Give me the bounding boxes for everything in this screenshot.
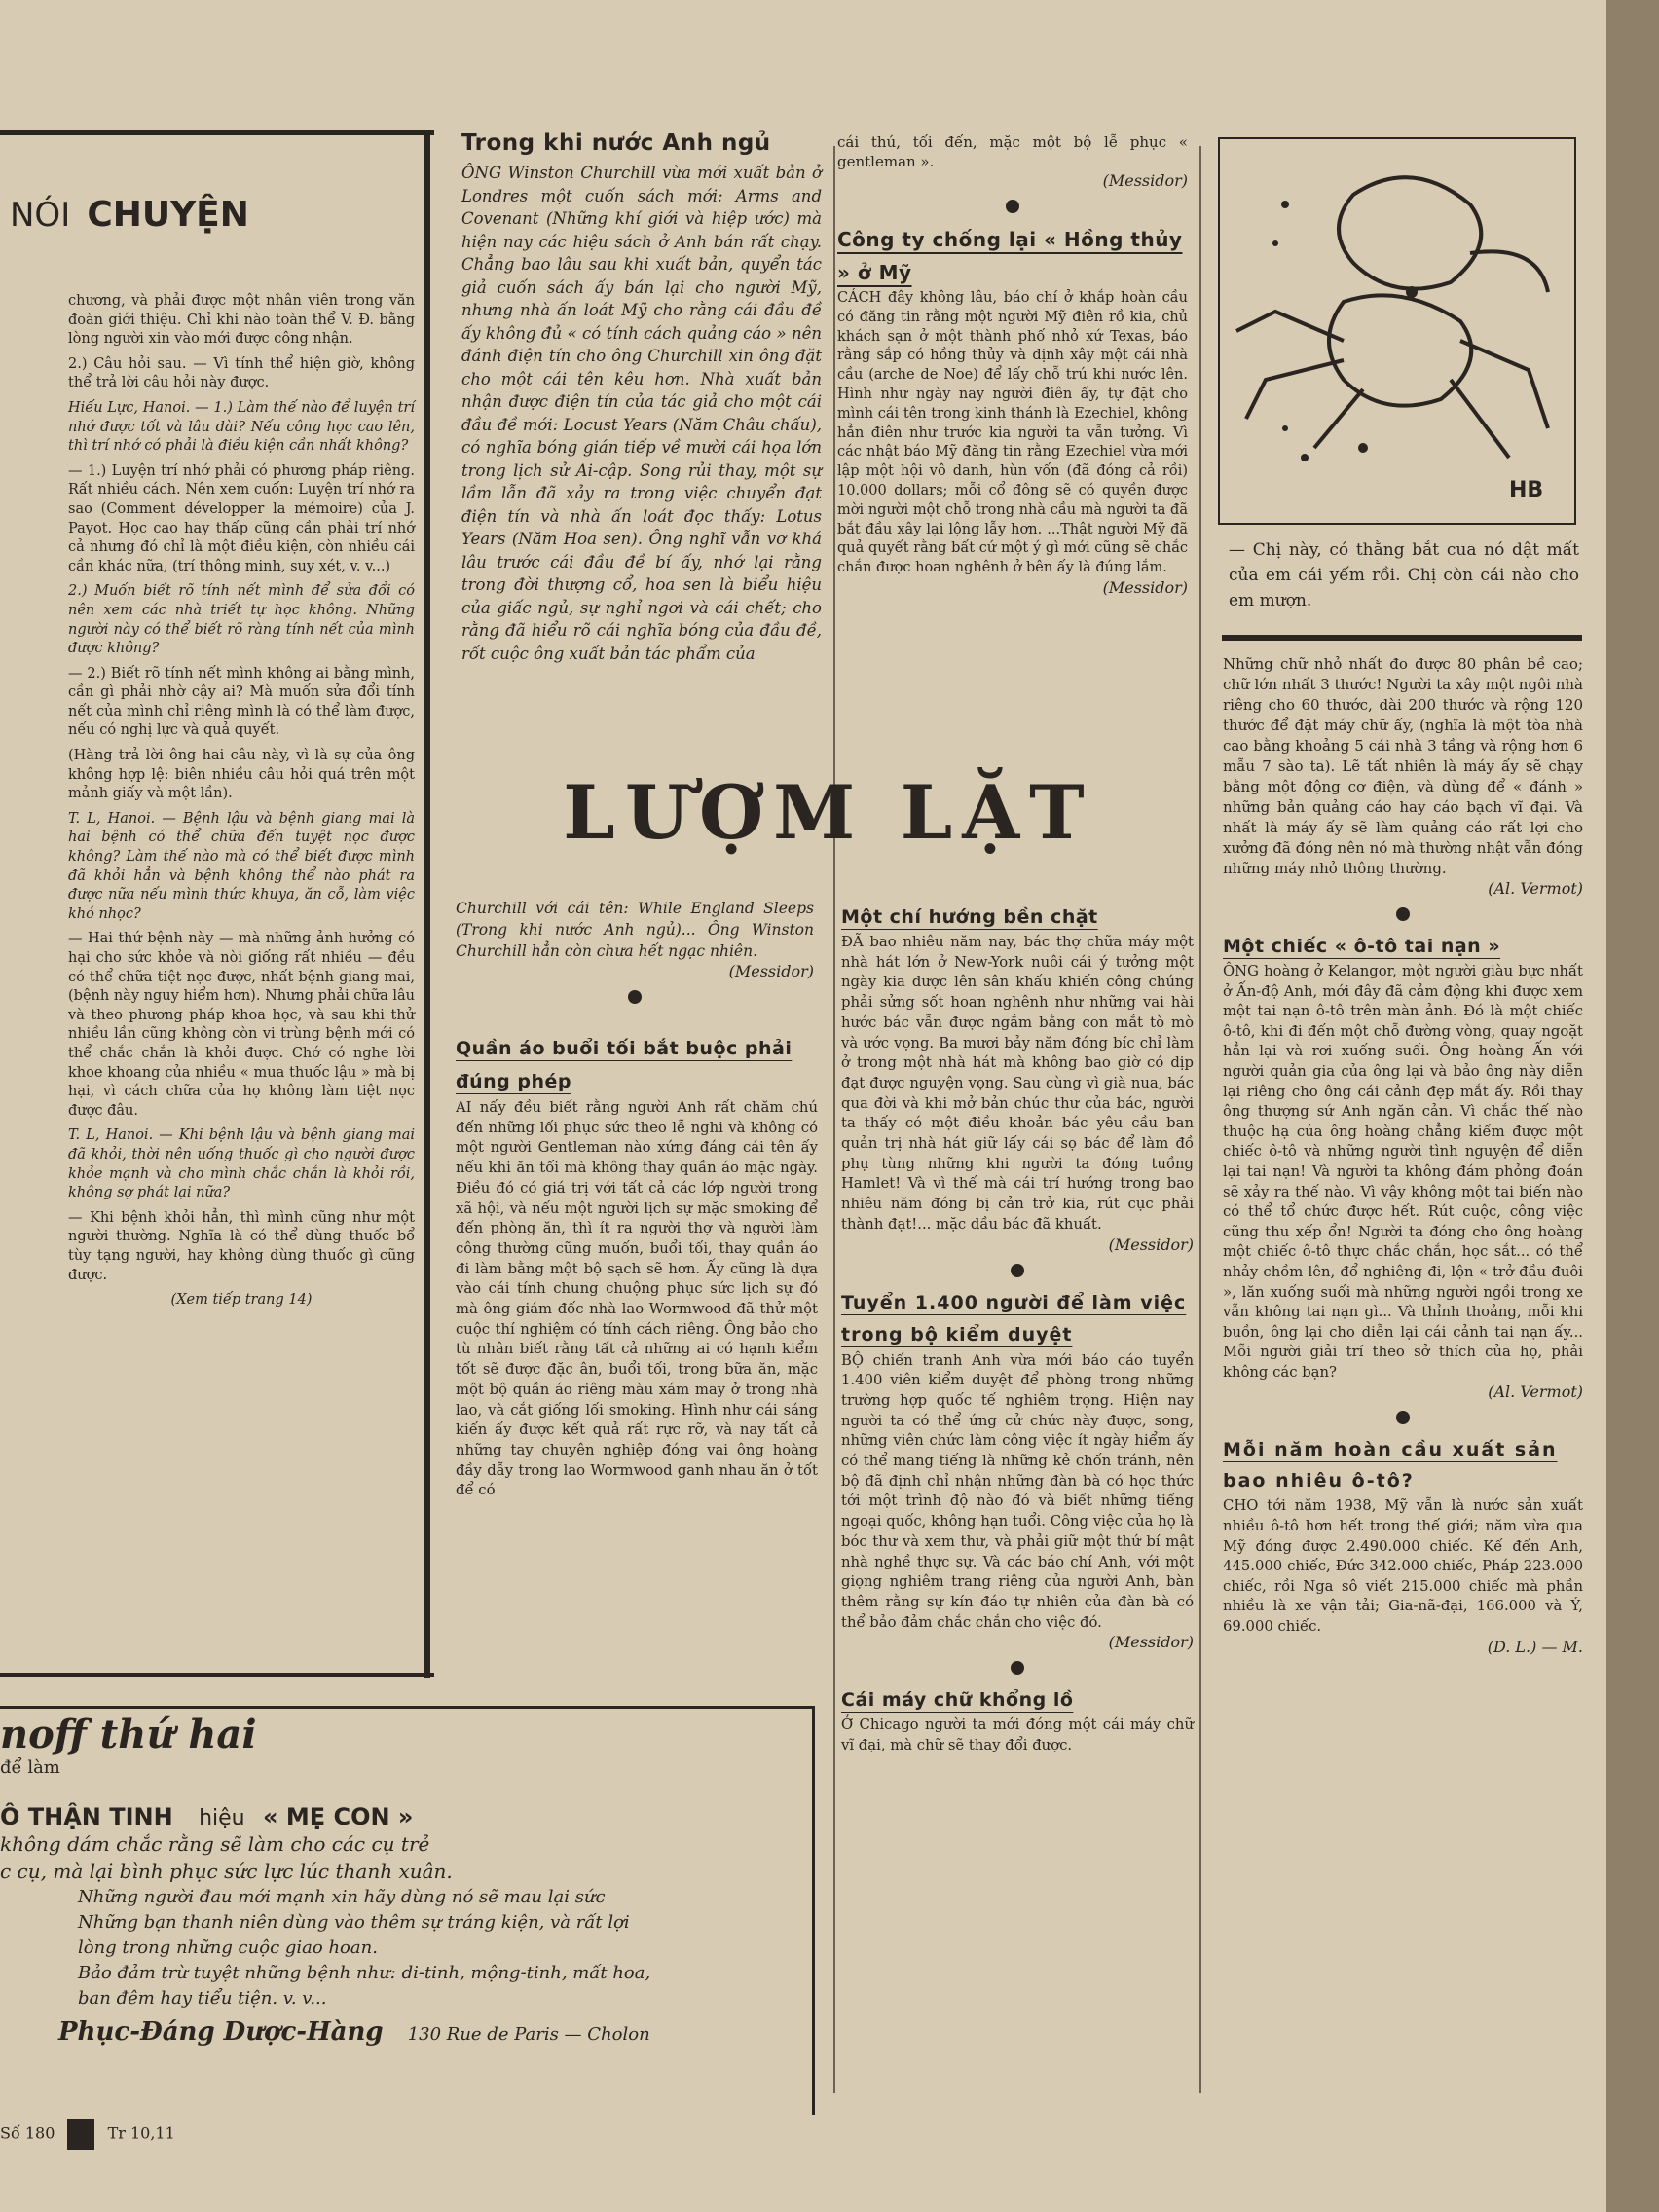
article-body: Ở Chicago người ta mới đóng một cái máy chữ vĩ đại, mà chữ sẽ thay đổi được. [841,1716,1194,1754]
advert-text: không dám chắc rằng sẽ làm cho các cụ trẻ [0,1832,430,1856]
product-brand: « MẸ CON » [262,1803,414,1830]
article-title: Mỗi năm hoàn cầu xuất sản bao nhiêu ô-tô? [1223,1439,1558,1493]
article-title: Quần áo buổi tối bắt buộc phải đúng phép [456,1038,793,1092]
qa-paragraph: 2.) Câu hỏi sau. — Vì tính thể hiện giờ, không thể trả lời câu hỏi này được. [68,355,415,391]
banner-title: LƯỢM LẶT [563,769,1094,856]
continued-note: (Xem tiếp trang 14) [170,1292,313,1309]
qa-paragraph: — Hai thứ bệnh này — mà những ảnh hưởng có hại cho sức khỏe và nòi giống rất nhiều — đều có thể chữa tiệt nọc được, nhất bệnh giang mai, (bệnh này nguy hiểm hơn). Nhưng phải chữa lâu và theo phương pháp khoa học, và sau khi thử nhiều lần cũng không còn vi trùng bệnh mới có thể chắc chắn là khỏi được. Chớ có nghe lời khoe khoang của nhiều « mua thuốc lậu » mà bị hại, vì cách chữa của họ không làm tiệt nọc được đâu. [68,931,415,1119]
article-source: (Messidor) [1108,1633,1194,1652]
qa-paragraph: — Khi bệnh khỏi hẳn, thì mình cũng như một người thường. Nghĩa là có thể dùng thuốc bổ tùy tạng người, hay không dùng thuốc gì cũng được. [68,1209,415,1283]
article-churchill [461,125,822,665]
separator-dot [1006,200,1019,213]
article-body: AI nấy đều biết rằng người Anh rất chăm chú đến những lối phục sức theo lễ nghi và không có một người Gentleman nào xứng đáng cái tên ấy nếu khi ăn tối mà không thay quần áo mặc ngày. Điều đó có giá trị với tất cả các lớp người trong xã hội, và nếu một người lịch sự mặc smoking để đến phòng ăn, thì ít ra người thợ và người làm công thường cũng muốn, buổi tối, thay quần áo đi làm bằng một bộ sạch sẽ hơn. Ấy cũng là dựa vào cái tính chung chuộng phục sức lịch sự đó mà ông giám đốc nhà lao Wormwood đã thử một cuộc thí nghiệm có tính cách riêng. Ông bảo cho tù nhân biết rằng tất cả những ai có hạnh kiểm tốt sẽ được đặc ân, buổi tối, trong bữa ăn, mặc một bộ quần áo riêng màu xám may ở trong nhà lao, và cắt giống lối smoking. Hình như cái sáng kiến ấy được kết quả rất rực rỡ, và nay tất cả những tay chuyên nghiệp đóng vai ông hoàng đầy dẫy trong lao Wormwood ganh nhau ăn ở tốt để có [456,1099,818,1499]
qa-paragraph: (Hàng trả lời ông hai câu này, vì là sự của ông không hợp lệ: biên nhiều câu hỏi quá trên một mảnh giấy và một lần). [68,748,415,802]
product-name: Ô THẬN TINH [0,1803,173,1830]
article-body: BỘ chiến tranh Anh vừa mới báo cáo tuyển 1.400 viên kiểm duyệt để phòng trong những trường hợp quốc tế nghiêm trọng. Hiện nay người ta có thể ứng cử chức này được, song, những viên chức làm công việc ít ngày hiểm ấy có thể mang tiếng là những kẻ chốn tránh, nên bộ đã định chỉ nhận những đàn bà có học thức tới một trình độ nào đó và biết những tiếng ngoại quốc, không hạn tuổi. Công việc của họ là bóc thư và xem thư, và phải giữ một thứ bí mật nhà nghề thực sự. Và các báo chí Anh, với một giọng nghiêm trang riêng của người Anh, bàn thêm rằng sự kín đáo tự nhiên của đàn bà có thể bảo đảm chắc chắn cho việc đó. [841,1351,1194,1631]
qa-paragraph: — 1.) Luyện trí nhớ phải có phương pháp riêng. Rất nhiều cách. Nên xem cuốn: Luyện trí nhớ ra sao (Comment développer la mémoire) của J. Payot. Học cao hay thấp cũng cần phải trí nhớ cả nhưng đó chỉ là một điều kiện, còn nhiều cái cần khác nữa, (trí thông minh, suy xét, v. v...) [68,462,415,574]
advert-text: Những người đau mới mạnh xin hãy dùng nó sẽ mau lại sức [78,1887,606,1907]
article-title: Một chí hướng bền chặt [841,906,1098,928]
separator-dot [628,990,642,1004]
article-source: (Messidor) [1102,577,1188,597]
advert-text: lòng trong những cuộc giao hoan. [78,1937,378,1958]
page-footer [0,2119,292,2150]
separator-dot [1011,1661,1024,1675]
typewriter-continued: Những chữ nhỏ nhất đo được 80 phân bề cao; chữ lớn nhất 3 thước! Người ta xây một ngôi nhà riêng cho 60 thước, dài 200 thước và rộng 120 thước để đặt máy chữ ấy, (nghĩa là một tòa nhà cao bằng khoảng 5 cái nhà 3 tầng và rộng hơn 6 mẫu 7 sào ta). Lẽ tất nhiên là máy ấy sẽ chạy bằng một động cơ điện, và dùng để « đánh » những bản quảng cáo hay cáo bạch vĩ đại. Và nhất là máy ấy sẽ làm quảng cáo rất lợi cho xưởng đã đóng nên nó mà thường nhật vẫn đóng những máy nhỏ thông thường. [1223,655,1583,877]
advert-top-rule [0,1706,814,1709]
left-box-bottom-rule [0,1673,434,1677]
advert-text: Những bạn thanh niên dùng vào thêm sự tráng kiện, và rất lợi [78,1912,630,1933]
advert-text: c cụ, mà lại bình phục sức lực lúc thanh xuân. [0,1860,453,1883]
title-prefix: NÓI [10,196,71,235]
article-body: ĐÃ bao nhiêu năm nay, bác thợ chữa máy một nhà hát lớn ở New-York nuôi cái ý tưởng một ngày kia được lên sân khấu khiến công chúng phải sửng sốt hoan nghênh như những vai hài hước bác vẫn được ngắm bằng con mắt tò mò và ước vọng. Ba mươi bảy năm đóng bíc chỉ làm ở trong một nhà hát mà không bao giờ có dịp đạt được nguyện vọng. Sau cùng vì già nua, bác qua đời và khi mở bản chúc thư của bác, người ta thấy có một điều khoản bác yêu cầu ban quản trị nhà hát giữ lấy cái sọ bác để làm đồ phụ tùng những khi người ta đóng tuồng Hamlet! Và vì thế mà cái trí hướng trong bao nhiêu năm đóng bị cản trở kia, rút cục phải thành đạt!... mặc dầu bác đã khuất. [841,934,1194,1233]
advert-text: Bảo đảm trừ tuyệt những bệnh như: di-tinh, mộng-tinh, mất hoa, [78,1963,651,1983]
advert [0,1714,808,2046]
article-source: (Messidor) [1108,1235,1194,1254]
advert-right-rule [812,1706,815,2115]
title-main: CHUYỆN [87,195,249,235]
article-source: (Al. Vermot) [1488,1382,1583,1402]
qa-question: 2.) Muốn biết rõ tính nết mình để sửa đổi có nên xem các nhà triết tự học không. Những người này có thể biết rõ ràng tính nết của mình được không? [68,583,415,657]
cartoon-caption: — Chị này, có thằng bắt cua nó dật mất của em cái yếm rồi. Chị còn cái nào cho em mượn. [1229,540,1579,610]
article-title: Công ty chống lại « Hồng thủy » ở Mỹ [837,228,1183,284]
separator-dot [1396,907,1410,921]
qa-question: T. L, Hanoi. — Khi bệnh lậu và bệnh giang mai đã khỏi, thời nên uống thuốc gì cho người được khỏe mạnh và cho mình chắc chắn là khỏi rồi, không sợ phát lại nữa? [68,1127,415,1201]
left-box-right-rule [424,130,430,1678]
separator-dot [1396,1411,1410,1424]
article-title: Trong khi nước Anh ngủ [461,130,771,156]
wavy-divider [1222,635,1582,641]
article-body: CÁCH đây không lâu, báo chí ở khắp hoàn cầu có đăng tin rằng một người Mỹ điên rồ kia, chủ khách sạn ở một thành phố nhỏ xứ Texas, báo rằng sắp có hồng thủy và định xây một cái nhà cầu (arche de Noe) để lấy chỗ trú khi nước lên. Hình như ngày nay người điên ấy, tự đặt cho mình cái tên trong kinh thánh là Ezechiel, không hẳn điên như trước kia người ta vẫn tưởng. Vì các nhật báo Mỹ đăng tin rằng Ezechiel vừa mới lập một hội vô danh, hùn vốn (đã đóng cả rồi) 10.000 dollars; mỗi cổ đông sẽ có quyền được mời người một chỗ trong nhà cầu mà người ta đã bắt đầu xây lại lộng lẫy hơn. ...Thật người Mỹ đã quả quyết rằng bất cứ một ý gì mới cũng sẽ chắc chắn được hoan nghênh ở bên ấy là đúng lắm. [837,290,1188,576]
churchill-continued [456,898,814,1014]
seller-address: 130 Rue de Paris — Cholon [407,2024,650,2045]
logo-icon [67,2119,94,2150]
page-numbers: Tr 10,11 [107,2123,175,2143]
page-edge [1606,0,1659,2212]
article-body: Churchill với cái tên: While England Sleeps (Trong khi nước Anh ngủ)... Ông Winston Churchill hẳn còn chưa hết ngạc nhiên. [456,900,814,960]
separator-dot [1011,1264,1024,1277]
qa-paragraph: — 2.) Biết rõ tính nết mình không ai bằng mình, cần gì phải nhờ cậy ai? Mà muốn sửa đổi tính nết của mình chỉ riêng mình là có thể làm được, nếu có nghị lực và quả quyết. [68,665,415,739]
intro-text: cái thú, tối đến, mặc một bộ lễ phục « gentleman ». [837,133,1188,170]
advert-seller [0,2017,808,2046]
article-title: Cái máy chữ khổng lồ [841,1689,1074,1712]
column-divider [833,146,835,2093]
column3-top [837,132,1188,597]
advert-line2: để làm [0,1757,60,1778]
issue-number: Số 180 [0,2123,55,2143]
advert-text: ban đêm hay tiểu tiện. v. v... [78,1988,327,2009]
crab-illustration [1217,136,1577,526]
article-body: CHO tới năm 1938, Mỹ vẫn là nước sản xuất nhiều ô-tô hơn hết trong thế giới; năm vừa qua Mỹ đóng được 2.490.000 chiếc. Kế đến Anh, 445.000 chiếc, Đức 342.000 chiếc, Pháp 223.000 chiếc, rồi Nga sô viết 215.000 chiếc mà phần nhiều là xe vận tải; Gia-nã-đại, 166.000 và Ý, 69.000 chiếc. [1223,1497,1583,1636]
advert-product [0,1803,808,1830]
article-body: ÔNG hoàng ở Kelangor, một người giàu bực nhất ở Ấn-độ Anh, mới đây đã cảm động khi được xem một tai nạn ô-tô trên màn ảnh. Đó là một chiếc ô-tô, khi đi đến một chỗ đường vòng, quay ngoặt hẳn lại và rơi xuống suối. Ông hoàng Ấn với người quản gia của ông lại và bảo ông này diễn lại riêng cho ông cái cảnh đẹp mắt ấy. Rồi thay ông thượng sứ Anh ngăn cản. Vì chắc thế nào thuộc hạ của ông hoàng chẳng kiếm được một chiếc ô-tô và những người tình nguyện để diễn lại tai nạn! Và người ta không đám phỏng đoán sẽ xảy ra thế nào. Vì vậy không một tai biến nào có thể tổ chức được hết. Rút cuộc, công việc cũng thu xếp ổn! Người ta đóng cho ông hoàng một chiếc ô-tô thực chắc chắn, học sắt... có thể nhảy chồm lên, đổ nghiêng đi, lộn « trở đầu đuôi », lăn xuống suối mà những người ngồi trong xe vẫn không tai nạn gì... Và thỉnh thoảng, mỗi khi buồn, ông lại cho diễn lại cái cảnh tai nạn ấy... Mỗi người giải trí theo sở thích của họ, phải không các bạn? [1223,963,1583,1381]
article-source: (D. L.) — M. [1487,1637,1583,1656]
left-column-body [68,292,415,1316]
column4 [1223,654,1583,1656]
cartoon [1217,136,1577,526]
article-source: (Messidor) [1102,171,1188,190]
qa-question: T. L, Hanoi. — Bệnh lậu và bệnh giang mai là hai bệnh có thể chữa đến tuyệt nọc được không? Làm thế nào mà có thể biết được mình đã khỏi hẳn và bệnh không thể nào phát ra được nữa nếu mình thức khuya, ăn cỗ, làm việc khó nhọc? [68,810,415,922]
column-divider [1199,146,1201,2093]
article-title: Tuyển 1.400 người để làm việc trong bộ kiểm duyệt [841,1291,1187,1346]
article-body: ÔNG Winston Churchill vừa mới xuất bản ở Londres một cuốn sách mới: Arms and Covenant (Những khí giới và hiệp ước) mà hiện nay các hiệu sách ở Anh bán rất chạy. Chẳng bao lâu sau khi xuất bản, quyển tác giả cuốn sách ấy bán lại cho người Mỹ, nhưng nhà ấn loát Mỹ cho rằng cái đầu đề ấy không đủ « có tính cách quảng cáo » nên đánh điện tín cho ông Churchill xin ông đặt cho một cái tên kêu hơn. Nhà xuất bản nhận được điện tín của tác giả cho một cái đầu đề mới: Locust Years (Năm Châu chấu), có nghĩa bóng gián tiếp về mười cái họa lớn trong lịch sử Ai-cập. Song rủi thay, một sự lầm lẫn đã xảy ra trong việc chuyển đạt điện tín và nhà ấn loát đọc thấy: Lotus Years (Năm Hoa sen). Ông nghĩ vẫn vơ khá lâu trước cái đầu đề bí ấy, nhớ lại rằng trong đời thượng cổ, hoa sen là biểu hiệu của giấc ngủ, sự nghỉ ngơi và cái chết; cho rằng đã hiểu rõ cái nghĩa bóng của đầu đề, rốt cuộc ông xuất bản tác phẩm của [461,164,822,663]
article-source: (Messidor) [728,962,814,980]
cartoon-signature: HB [1509,478,1544,502]
advert-line1: noff thứ hai [0,1712,257,1757]
section-banner [454,769,1203,856]
qa-paragraph: chương, và phải được một nhân viên trong văn đoàn giới thiệu. Chỉ khi nào toàn thể V. Đ. bằng lòng người xin vào mới được công nhận. [68,293,415,348]
seller-name: Phục-Đáng Dược-Hàng [58,2017,384,2046]
article-title: Một chiếc « ô-tô tai nạn » [1223,936,1501,957]
product-hieu: hiệu [199,1806,245,1830]
left-box-top-rule [0,130,434,135]
article-source: (Al. Vermot) [1488,879,1583,898]
left-column-title [10,195,409,235]
article-clothes [456,1032,818,1501]
qa-question: Hiếu Lực, Hanoi. — 1.) Làm thế nào để luyện trí nhớ được tốt và lâu dài? Nếu công học cao lên, thì trí nhớ có phải là điều kiện cần nhất không? [68,399,415,455]
column3-bottom [841,902,1194,1756]
